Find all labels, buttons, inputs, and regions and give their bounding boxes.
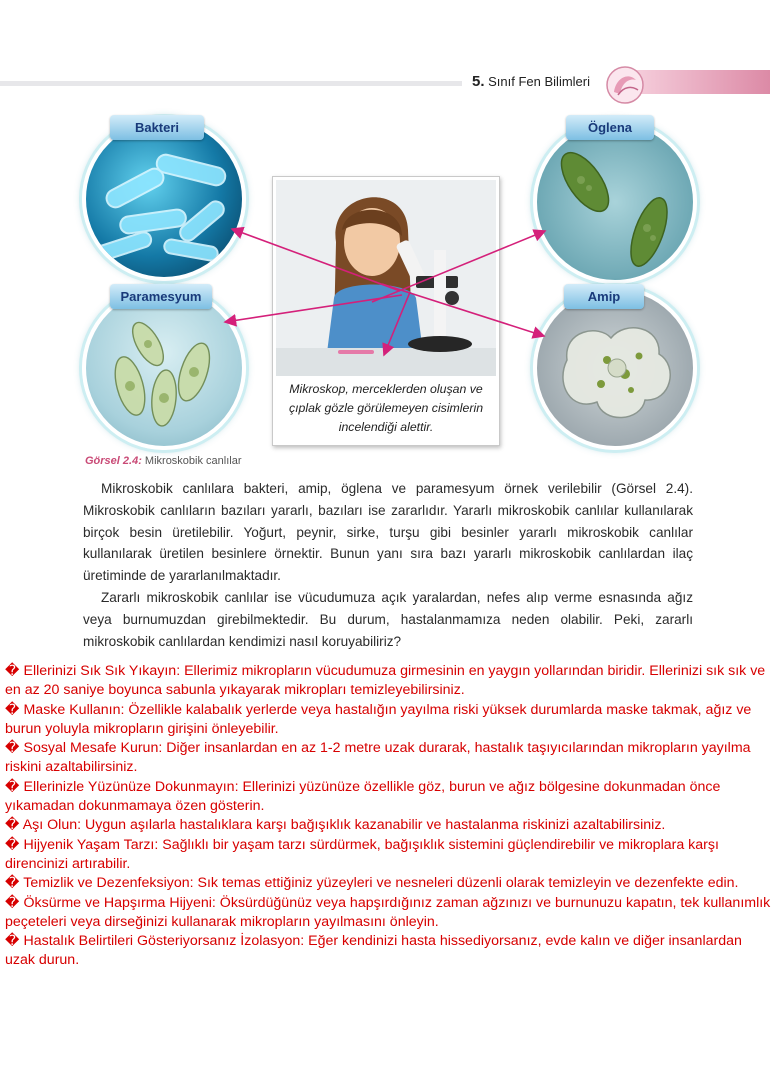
girl-with-microscope-illustration <box>276 180 496 376</box>
tip-item: � Temizlik ve Dezenfeksiyon: Sık temas ettiğiniz yüzeyleri ve nesneleri düzenli olarak temizleyin ve dezenfekte edin. <box>5 875 739 892</box>
body-text <box>83 478 693 652</box>
tip-item: � Ellerinizle Yüzünüze Dokunmayın: Ellerinizi yüzünüze özellikle göz, burun ve ağız bölgesine dokunmadan önce yıkamadan dokunmamaya özen gösterin. <box>5 778 721 815</box>
photo-caption: Mikroskop, merceklerden oluşan ve çıplak gözle görülemeyen cisimlerin incelendiği alettir. <box>288 382 484 434</box>
amoeba-illustration <box>537 290 693 446</box>
paramecium-illustration <box>86 290 242 446</box>
microscope-photo-frame <box>272 176 500 446</box>
figure-caption-label: Görsel 2.4: <box>85 455 142 467</box>
figure-caption <box>85 455 242 467</box>
amip-image <box>533 286 697 450</box>
tip-item: � Hijyenik Yaşam Tarzı: Sağlıklı bir yaşam tarzı sürdürmek, bağışıklık sistemini güçlendirebilir ve mikroplara karşı direncinizi artırabilir. <box>5 836 719 872</box>
tip-item: � Öksürme ve Hapşırma Hijyeni: Öksürdüğünüz veya hapşırdığınız zaman ağzınızı ve burnunuzu kapatın, tek kullanımlık peçeteleri veya dirseğinizi kullanarak mikropların yayılmasını önleyin. <box>5 894 771 930</box>
header-swirl-icon <box>602 62 648 108</box>
paragraph-2: Zararlı mikroskobik canlılar ise vücudumuza açık yaralardan, nefes alıp verme esnasında ağız veya burnumuzdan girebilmektedir. Bu durum, hastalanmamıza neden olabilir. Peki, zararlı mikroskobik canlılardan kendimizi nasıl koruyabiliriz? <box>83 589 693 649</box>
book-title: Sınıf Fen Bilimleri <box>488 74 591 89</box>
amip-label: Amip <box>564 284 644 309</box>
microscope-photo <box>276 180 496 376</box>
figure-caption-text: Mikroskobik canlılar <box>144 455 242 467</box>
page-header <box>472 73 590 90</box>
tip-item: � Sosyal Mesafe Kurun: Diğer insanlardan en az 1-2 metre uzak durarak, hastalık taşıyıcılarından mikropların yayılma riskini azaltabilirsiniz. <box>5 740 751 776</box>
paragraph-1: Mikroskobik canlılara bakteri, amip, öglena ve paramesyum örnek verilebilir (Görsel 2.4). Mikroskobik canlıların bazıları yararlı, bazıları ise zararlıdır. Yararlı mikroskobik canlılar kullanılarak birçok besin üretilebilir. Yoğurt, peynir, sirke, turşu gibi besinler yararlı mikroskobik canlılar kullanılarak üretilen besinlere örnektir. Bunun yanı sıra bazı yararlı mikroskobik canlılardan ilaç üretiminde de yararlanılmaktadır. <box>83 481 693 584</box>
hygiene-tips-list <box>5 662 773 971</box>
bakteri-label: Bakteri <box>110 115 204 140</box>
tip-item: � Maske Kullanın: Özellikle kalabalık yerlerde veya hastalığın yayılma riski yüksek durumlarda maske takmak, ağız ve burun yoluyla mikropların girişini önleyebilir. <box>5 701 752 737</box>
euglena-illustration <box>537 124 693 280</box>
oglena-label: Öglena <box>566 115 654 140</box>
tip-item: � Ellerinizi Sık Sık Yıkayın: Ellerimiz mikropların vücudumuza girmesinin en yaygın yollarından biridir. Ellerinizi sık sık ve en az 20 saniye boyunca sabunla yıkayarak mikropları temizleyebilirsiniz. <box>5 663 766 699</box>
tip-item: � Aşı Olun: Uygun aşılarla hastalıklara karşı bağışıklık kazanabilir ve hastalanma riskinizi azaltabilirsiniz. <box>5 817 666 834</box>
oglena-image <box>533 120 697 284</box>
chapter-number: 5. <box>472 73 485 90</box>
bakteri-image <box>82 117 246 281</box>
paramesyum-label: Paramesyum <box>110 284 212 309</box>
bacteria-illustration <box>86 121 242 277</box>
paramesyum-image <box>82 286 246 450</box>
header-rule <box>0 81 462 86</box>
tip-item: � Hastalık Belirtileri Gösteriyorsanız İzolasyon: Eğer kendinizi hasta hissediyorsanız, evde kalın ve diğer insanlardan uzak durun. <box>5 933 742 969</box>
